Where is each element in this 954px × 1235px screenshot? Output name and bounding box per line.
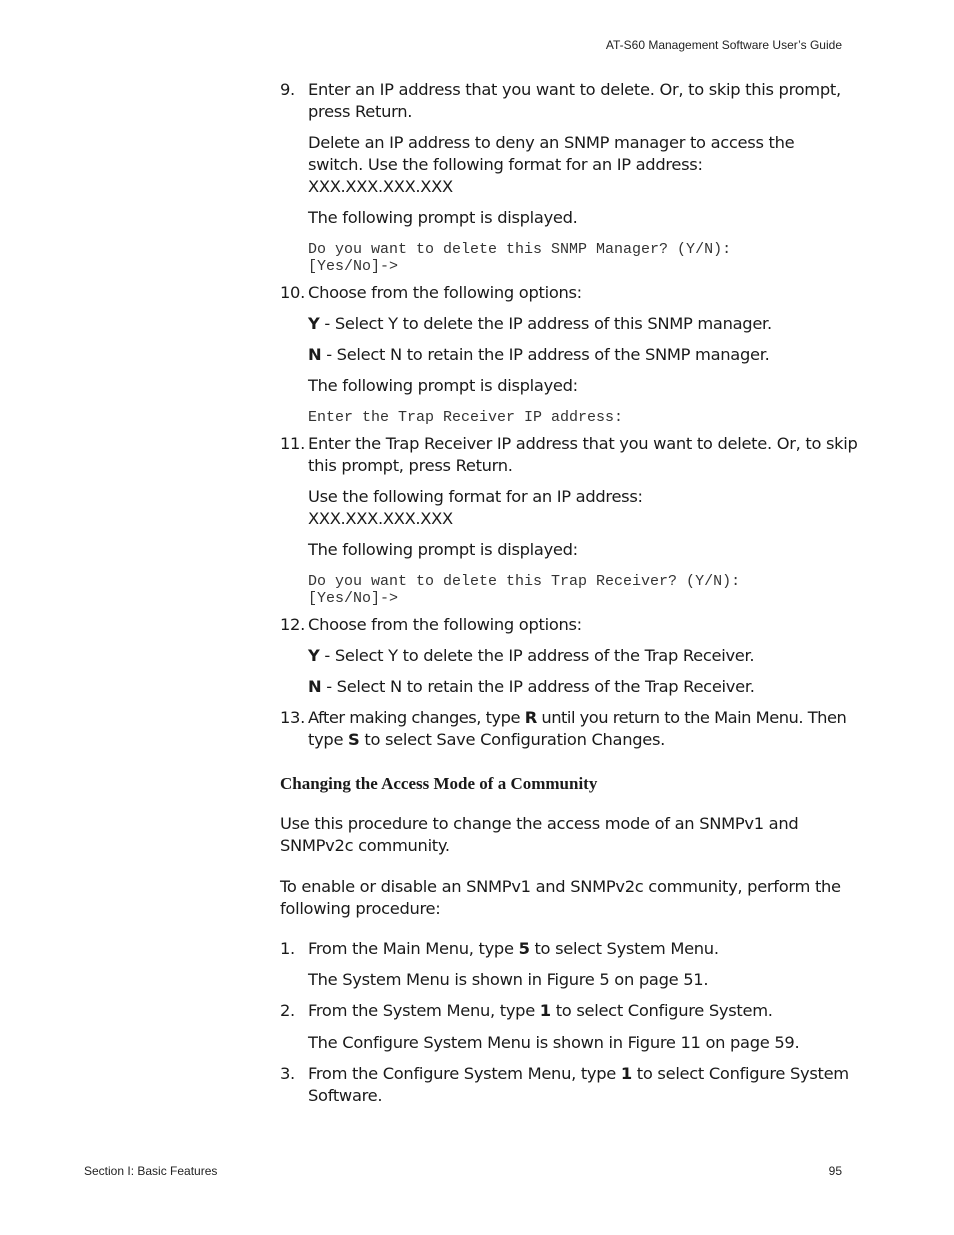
option-y [308, 313, 772, 335]
intro-paragraph: SNMPv2c community. [280, 836, 450, 855]
step-text: this prompt, press Return. [308, 456, 513, 475]
step-number: 1. [280, 939, 295, 958]
step-number: 13. [280, 708, 305, 727]
footer-section: Section I: Basic Features [84, 1164, 218, 1178]
step-text: Enter the Trap Receiver IP address that you want to delete. Or, to skip [308, 434, 858, 453]
text-run: until you return to the Main Menu. Then [536, 708, 847, 727]
step-text [308, 729, 665, 751]
ip-format: XXX.XXX.XXX.XXX [308, 177, 453, 196]
prompt-label: The following prompt is displayed: [308, 540, 578, 559]
text-run: to select Configure System. [550, 1001, 773, 1020]
step-text: press Return. [308, 102, 413, 121]
text-run: From the Main Menu, type [308, 939, 519, 958]
option-key: N [308, 345, 322, 364]
intro-paragraph: following procedure: [280, 899, 441, 918]
key-letter: 1 [539, 1001, 551, 1020]
step-text: Enter an IP address that you want to delete. Or, to skip this prompt, [308, 80, 841, 99]
step-number: 3. [280, 1064, 295, 1083]
intro-paragraph: Use this procedure to change the access mode of an SNMPv1 and [280, 814, 799, 833]
option-text: - Select N to retain the IP address of the Trap Receiver. [321, 677, 755, 696]
intro-paragraph: To enable or disable an SNMPv1 and SNMPv2c community, perform the [280, 877, 841, 896]
prompt-label: The following prompt is displayed. [308, 208, 578, 227]
step-note: The System Menu is shown in Figure 5 on page 51. [308, 970, 709, 989]
option-y [308, 645, 754, 667]
text-run: After making changes, type [308, 708, 525, 727]
running-header: AT-S60 Management Software User’s Guide [605, 38, 842, 52]
section-heading: Changing the Access Mode of a Community [280, 774, 598, 793]
key-letter: 5 [518, 939, 530, 958]
option-text: - Select N to retain the IP address of the SNMP manager. [321, 345, 770, 364]
step-text: Software. [308, 1086, 383, 1105]
step-number: 12. [280, 615, 305, 634]
step-text [308, 707, 846, 729]
step-text [308, 1000, 773, 1022]
step-number: 11. [280, 434, 305, 453]
text-run: type [308, 730, 349, 749]
step-paragraph: Delete an IP address to deny an SNMP manager to access the [308, 133, 795, 152]
code-line: Do you want to delete this Trap Receiver? (Y/N): [308, 573, 741, 590]
option-n [308, 344, 769, 366]
step-text [308, 1063, 849, 1085]
step-paragraph: switch. Use the following format for an IP address: [308, 155, 703, 174]
step-note: The Configure System Menu is shown in Figure 11 on page 59. [308, 1033, 800, 1052]
step-text: Choose from the following options: [308, 615, 582, 634]
key-letter: 1 [620, 1064, 632, 1083]
option-n [308, 676, 755, 698]
ip-format: XXX.XXX.XXX.XXX [308, 509, 453, 528]
text-run: From the Configure System Menu, type [308, 1064, 621, 1083]
step-paragraph: Use the following format for an IP address: [308, 487, 643, 506]
key-letter: R [524, 708, 537, 727]
page-number: 95 [828, 1164, 842, 1178]
option-key: Y [308, 646, 320, 665]
code-line: [Yes/No]-> [308, 590, 399, 607]
option-key: N [308, 677, 322, 696]
code-line: Do you want to delete this SNMP Manager? (Y/N): [308, 241, 732, 258]
text-run: to select Save Configuration Changes. [359, 730, 666, 749]
key-letter: S [348, 730, 360, 749]
step-text [308, 938, 719, 960]
option-text: - Select Y to delete the IP address of this SNMP manager. [319, 314, 772, 333]
prompt-label: The following prompt is displayed: [308, 376, 578, 395]
option-text: - Select Y to delete the IP address of the Trap Receiver. [319, 646, 755, 665]
step-text: Choose from the following options: [308, 283, 582, 302]
code-line: Enter the Trap Receiver IP address: [308, 409, 624, 426]
option-key: Y [308, 314, 320, 333]
code-line: [Yes/No]-> [308, 258, 399, 275]
step-number: 10. [280, 283, 305, 302]
step-number: 9. [280, 80, 295, 99]
text-run: to select System Menu. [529, 939, 719, 958]
text-run: From the System Menu, type [308, 1001, 540, 1020]
text-run: to select Configure System [631, 1064, 849, 1083]
step-number: 2. [280, 1001, 295, 1020]
